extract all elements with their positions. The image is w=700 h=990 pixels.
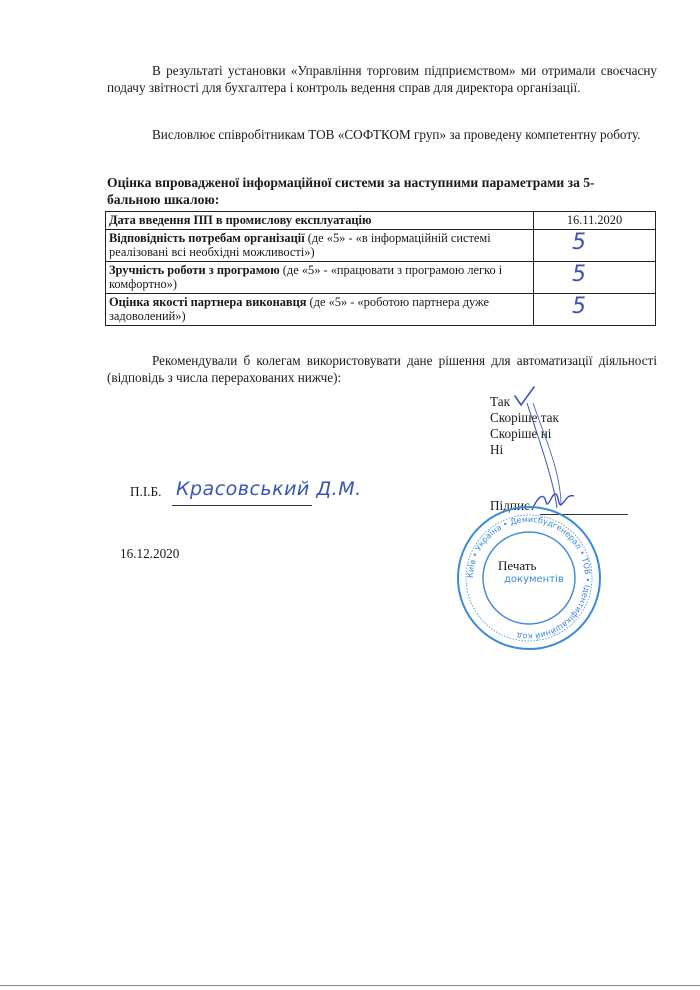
table-row: [106, 212, 656, 230]
stamp-ring-text: Київ • Україна • Демисбудгенерал • ТОВ • Ідентифікаційний код: [465, 514, 593, 642]
score-cell: [534, 293, 656, 325]
intro-paragraph-2: Висловлює співробітникам ТОВ «СОФТКОМ груп» за проведену компетентну роботу.: [152, 127, 641, 142]
score-cell: [534, 229, 656, 261]
option-rather-no: Скоріше ні: [490, 426, 552, 441]
name-line: [172, 505, 312, 506]
score-cell: [534, 261, 656, 293]
criterion-note: (де «5» - «роботою партнера дуже задоволений»): [109, 294, 489, 323]
option-rather-yes: Скоріше так: [490, 410, 559, 425]
bottom-edge-line: [0, 985, 700, 986]
criterion-cell: [106, 212, 534, 230]
criterion-title: Відповідність потребам організації: [109, 230, 305, 245]
criterion-note: (де «5» - «в інформаційній системі реалізовані всі необхідні можливості»): [109, 230, 491, 259]
table-row: [106, 261, 656, 293]
score-cell: [534, 212, 656, 230]
option-no: Ні: [490, 442, 504, 457]
criterion-cell: [106, 229, 534, 261]
handwritten-score: 5: [572, 229, 586, 255]
evaluation-table: [105, 211, 656, 326]
criterion-cell: [106, 261, 534, 293]
recommendation-text: Рекомендували б колегам використовувати дане рішення для автоматизації діяльності (відповідь з числа перерахованих нижче):: [107, 353, 657, 385]
evaluation-heading: Оцінка впровадженої інформаційної системи за наступними параметрами за 5-бальною шкалою:: [107, 175, 595, 207]
criterion-title: Зручність роботи з програмою: [109, 262, 280, 277]
intro-paragraph-1: В результаті установки «Управління торговим підприємством» ми отримали своєчасну подачу звітності для бухгалтера і контроль ведення справ для директора організації.: [107, 63, 657, 95]
criterion-title: Оцінка якості партнера виконавця: [109, 294, 307, 309]
criterion-title: Дата введення ПП в промислову експлуатацію: [109, 213, 372, 227]
table-row: [106, 229, 656, 261]
stamp-label: Печать: [498, 558, 537, 573]
criterion-cell: [106, 293, 534, 325]
table-row: [106, 293, 656, 325]
criterion-note: (де «5» - «працювати з програмою легко і комфортно»): [109, 262, 503, 291]
option-yes: Так: [490, 394, 510, 409]
sign-label: Підпис: [490, 498, 530, 513]
date-value: 16.12.2020: [120, 546, 180, 561]
name-handwritten: Красовський Д.М.: [176, 478, 362, 500]
handwritten-score: 5: [572, 261, 586, 287]
name-label: П.І.Б.: [130, 484, 162, 499]
handwritten-score: 5: [572, 293, 586, 319]
date-value-cell: 16.11.2020: [566, 213, 623, 227]
stamp-caption: документів: [504, 574, 564, 585]
